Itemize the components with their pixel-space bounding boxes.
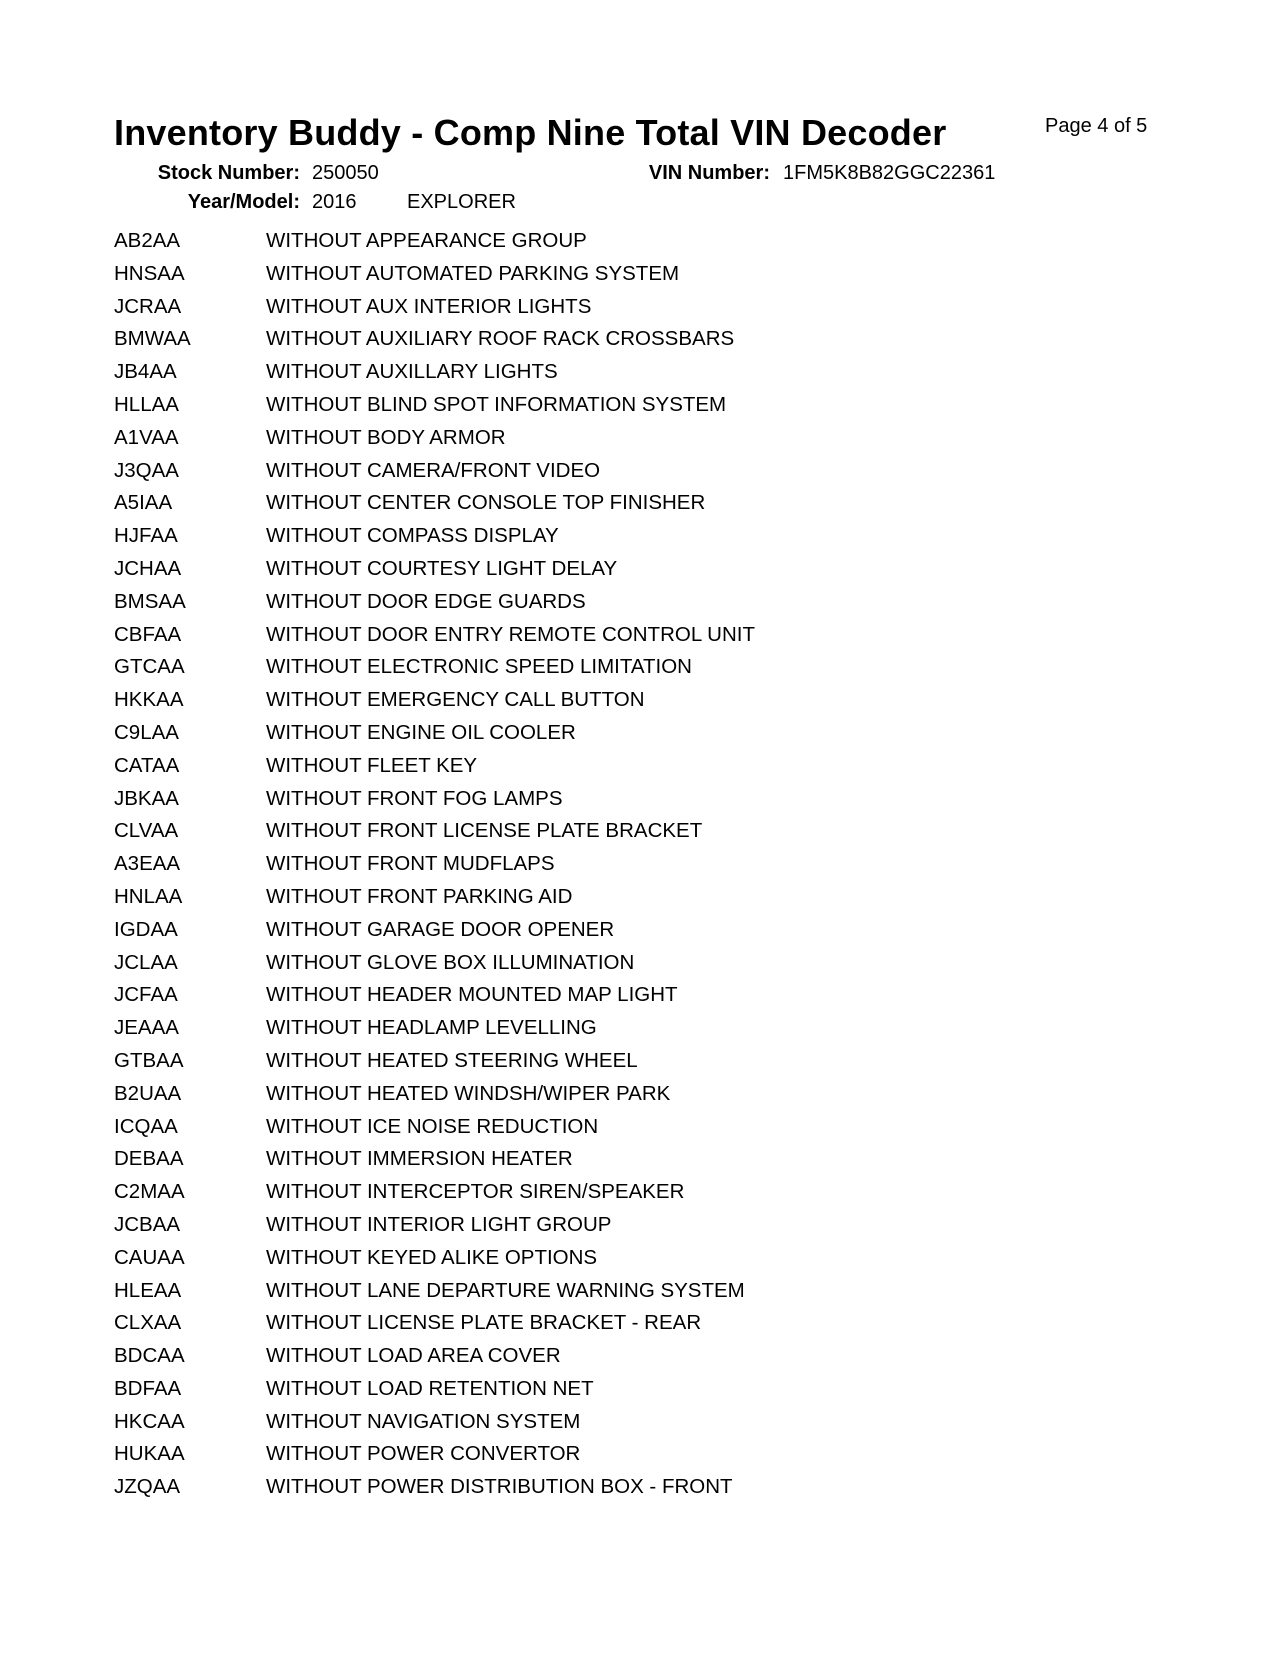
option-description: WITHOUT AUX INTERIOR LIGHTS [266, 294, 592, 318]
option-code: J3QAA [114, 458, 179, 482]
option-row [114, 1279, 755, 1312]
option-code: IGDAA [114, 917, 178, 941]
option-description: WITHOUT CENTER CONSOLE TOP FINISHER [266, 491, 706, 515]
option-description: WITHOUT DOOR EDGE GUARDS [266, 589, 586, 613]
option-row [114, 262, 755, 295]
option-code: BDCAA [114, 1344, 185, 1368]
option-code: GTBAA [114, 1048, 184, 1072]
option-row [114, 1115, 755, 1148]
option-code: C9LAA [114, 720, 179, 744]
option-description: WITHOUT LOAD RETENTION NET [266, 1376, 594, 1400]
option-code: AB2AA [114, 229, 181, 252]
option-row [114, 918, 755, 951]
option-description: WITHOUT FLEET KEY [266, 753, 478, 777]
option-row [114, 1442, 755, 1475]
vin-number-label: VIN Number: [648, 162, 770, 184]
option-row [114, 1344, 755, 1377]
option-row [114, 1311, 755, 1344]
option-row [114, 360, 755, 393]
page-title: Inventory Buddy - Comp Nine Total VIN Decoder [114, 112, 947, 153]
vin-number-value: 1FM5K8B82GGC22361 [783, 162, 996, 184]
option-description: WITHOUT FRONT LICENSE PLATE BRACKET [266, 819, 703, 843]
year-value: 2016 [312, 191, 357, 213]
option-code: JEAAA [114, 1016, 179, 1040]
option-code: JCFAA [114, 983, 178, 1007]
option-code: A3EAA [114, 852, 181, 876]
option-row [114, 426, 755, 459]
option-row [114, 295, 755, 328]
option-description: WITHOUT HEADLAMP LEVELLING [266, 1016, 597, 1040]
option-description: WITHOUT POWER CONVERTOR [266, 1442, 581, 1466]
option-code: JCRAA [114, 294, 182, 318]
option-description: WITHOUT AUXILIARY ROOF RACK CROSSBARS [266, 327, 735, 351]
option-row [114, 1147, 755, 1180]
option-row [114, 787, 755, 820]
option-row [114, 623, 755, 656]
option-description: WITHOUT GLOVE BOX ILLUMINATION [266, 950, 635, 974]
option-code: C2MAA [114, 1180, 185, 1204]
option-row [114, 459, 755, 492]
option-description: WITHOUT FRONT FOG LAMPS [266, 786, 563, 810]
option-description: WITHOUT HEADER MOUNTED MAP LIGHT [266, 983, 678, 1007]
option-code: HKCAA [114, 1409, 185, 1433]
option-row [114, 1377, 755, 1410]
option-description: WITHOUT COURTESY LIGHT DELAY [266, 556, 618, 580]
stock-number-value: 250050 [312, 162, 379, 184]
option-row [114, 819, 755, 852]
option-description: WITHOUT COMPASS DISPLAY [266, 524, 559, 548]
option-code: ICQAA [114, 1114, 178, 1138]
option-row [114, 754, 755, 787]
option-description: WITHOUT IMMERSION HEATER [266, 1147, 573, 1171]
option-code: HLLAA [114, 392, 179, 416]
option-code: BMWAA [114, 327, 191, 351]
option-row [114, 229, 755, 262]
option-description: WITHOUT LOAD AREA COVER [266, 1344, 561, 1368]
option-description: WITHOUT ICE NOISE REDUCTION [266, 1114, 599, 1138]
option-row [114, 885, 755, 918]
option-description: WITHOUT BLIND SPOT INFORMATION SYSTEM [266, 392, 727, 416]
option-description: WITHOUT GARAGE DOOR OPENER [266, 917, 615, 941]
option-code: HUKAA [114, 1442, 185, 1466]
option-row [114, 1213, 755, 1246]
option-row [114, 327, 755, 360]
option-row [114, 1410, 755, 1443]
option-code: CATAA [114, 753, 180, 777]
option-row [114, 1016, 755, 1049]
option-row [114, 1180, 755, 1213]
option-row [114, 983, 755, 1016]
option-code: GTCAA [114, 655, 185, 679]
option-code: JCHAA [114, 556, 182, 580]
model-value: EXPLORER [407, 191, 516, 213]
option-description: WITHOUT ENGINE OIL COOLER [266, 720, 576, 744]
stock-number-label: Stock Number: [157, 162, 300, 184]
option-code: BDFAA [114, 1376, 182, 1400]
option-code: JCLAA [114, 950, 178, 974]
option-description: WITHOUT POWER DISTRIBUTION BOX - FRONT [266, 1475, 733, 1499]
option-description: WITHOUT AUTOMATED PARKING SYSTEM [266, 261, 680, 285]
option-code: CLXAA [114, 1311, 182, 1335]
option-description: WITHOUT INTERIOR LIGHT GROUP [266, 1212, 612, 1236]
option-row [114, 393, 755, 426]
option-description: WITHOUT LANE DEPARTURE WARNING SYSTEM [266, 1278, 745, 1302]
year-model-label: Year/Model: [187, 191, 300, 213]
option-description: WITHOUT FRONT PARKING AID [266, 884, 573, 908]
option-description: WITHOUT NAVIGATION SYSTEM [266, 1409, 581, 1433]
option-row [114, 688, 755, 721]
option-description: WITHOUT HEATED STEERING WHEEL [266, 1048, 638, 1072]
option-description: WITHOUT BODY ARMOR [266, 425, 506, 449]
option-row [114, 852, 755, 885]
option-code: CBFAA [114, 622, 182, 646]
option-row [114, 721, 755, 754]
option-code-list [114, 229, 755, 1508]
option-code: HJFAA [114, 524, 178, 548]
option-code: A5IAA [114, 491, 173, 515]
option-description: WITHOUT LICENSE PLATE BRACKET - REAR [266, 1311, 702, 1335]
option-row [114, 1082, 755, 1115]
option-description: WITHOUT FRONT MUDFLAPS [266, 852, 555, 876]
option-description: WITHOUT ELECTRONIC SPEED LIMITATION [266, 655, 692, 679]
option-code: CLVAA [114, 819, 179, 843]
option-description: WITHOUT CAMERA/FRONT VIDEO [266, 458, 601, 482]
option-code: BMSAA [114, 589, 186, 613]
option-row [114, 1246, 755, 1279]
option-code: DEBAA [114, 1147, 184, 1171]
option-code: A1VAA [114, 425, 179, 449]
option-code: HNLAA [114, 884, 183, 908]
page-indicator: Page 4 of 5 [1045, 115, 1148, 137]
option-code: JB4AA [114, 360, 177, 384]
option-row [114, 655, 755, 688]
option-description: WITHOUT HEATED WINDSH/WIPER PARK [266, 1081, 671, 1105]
option-description: WITHOUT APPEARANCE GROUP [266, 229, 587, 252]
option-code: JZQAA [114, 1475, 181, 1499]
option-description: WITHOUT INTERCEPTOR SIREN/SPEAKER [266, 1180, 685, 1204]
option-description: WITHOUT EMERGENCY CALL BUTTON [266, 688, 645, 712]
option-code: JCBAA [114, 1212, 181, 1236]
option-description: WITHOUT DOOR ENTRY REMOTE CONTROL UNIT [266, 622, 755, 646]
option-row [114, 557, 755, 590]
option-description: WITHOUT AUXILLARY LIGHTS [266, 360, 558, 384]
option-code: HLEAA [114, 1278, 182, 1302]
option-row [114, 524, 755, 557]
option-code: B2UAA [114, 1081, 182, 1105]
option-row [114, 1049, 755, 1082]
option-row [114, 951, 755, 984]
option-code: JBKAA [114, 786, 179, 810]
option-code: HNSAA [114, 261, 185, 285]
option-code: HKKAA [114, 688, 184, 712]
option-row [114, 590, 755, 623]
option-code: CAUAA [114, 1245, 185, 1269]
option-description: WITHOUT KEYED ALIKE OPTIONS [266, 1245, 598, 1269]
option-row [114, 1475, 755, 1508]
option-row [114, 491, 755, 524]
